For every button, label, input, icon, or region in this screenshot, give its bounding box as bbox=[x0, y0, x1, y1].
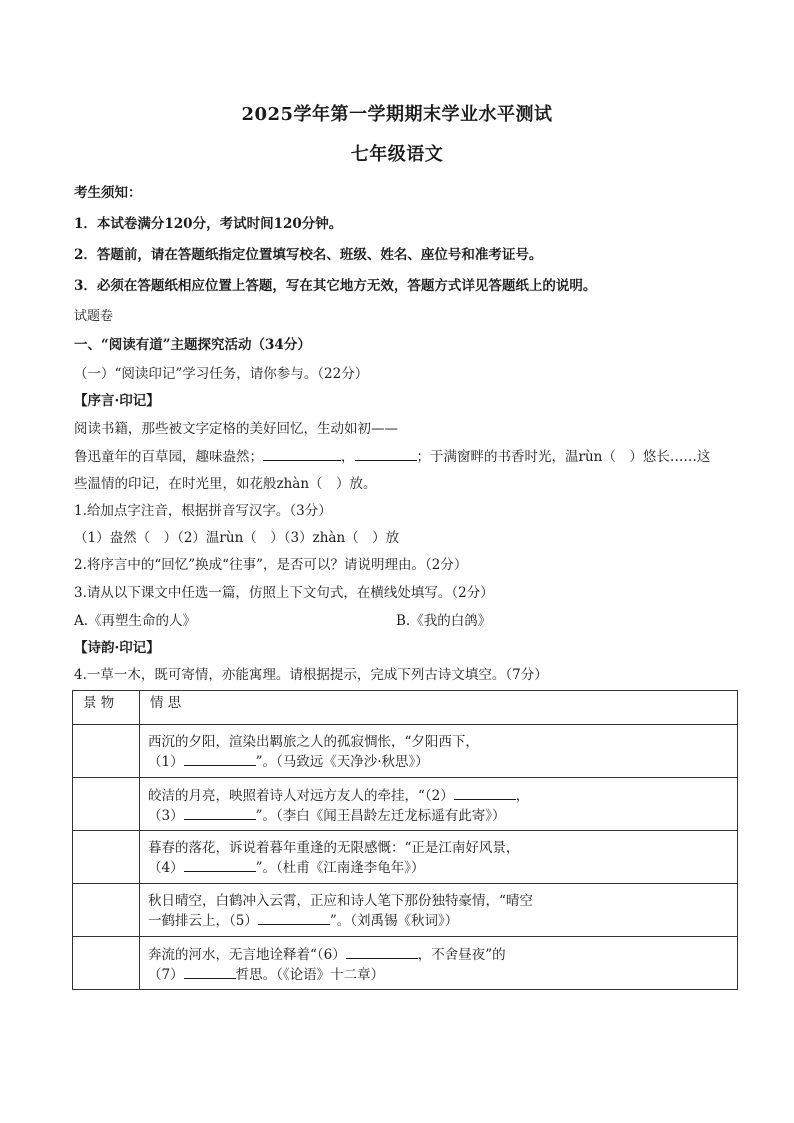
feeling-cell: 奔流的河水，无言地诠释着“（6） ，不舍昼夜”的 （7） 哲思。（《论语》十二章） bbox=[140, 937, 738, 990]
preface-line-1: 阅读书籍，那些被文字定格的美好回忆，生动如初—— bbox=[74, 421, 398, 437]
preface-text-b: ， bbox=[341, 449, 355, 465]
question-4: 4.一草一木，既可寄情，亦能寓理。请根据提示，完成下列古诗文填空。（7分） bbox=[74, 667, 548, 683]
option-a: A.《再塑生命的人》 bbox=[74, 613, 197, 629]
notice-item-2: 2．答题前，请在答题纸指定位置填写校名、班级、姓名、座位号和准考证号。 bbox=[74, 247, 543, 263]
feeling-cell: 西沉的夕阳，渲染出羁旅之人的孤寂惆怅，“夕阳西下， （1） ”。（马致远《天净沙·秋思》） bbox=[140, 725, 738, 778]
preface-label: 【序言·印记】 bbox=[74, 393, 160, 409]
exam-title: 2025学年第一学期期末学业水平测试 bbox=[241, 104, 553, 125]
table-row bbox=[73, 937, 738, 990]
paper-label: 试题卷 bbox=[74, 309, 114, 324]
section-heading: 一、“阅读有道”主题探究活动（34分） bbox=[74, 337, 311, 353]
answer-blank[interactable] bbox=[263, 447, 341, 461]
table-header-row bbox=[73, 691, 738, 725]
notice-heading: 考生须知： bbox=[74, 185, 142, 201]
question-1-items: （1）盎然（ ）（2）温rùn（ ）（3）zhàn（ ）放 bbox=[74, 530, 400, 546]
answer-blank[interactable] bbox=[184, 965, 236, 979]
feeling-cell: 暮春的落花，诉说着暮年重逢的无限感慨：“正是江南好风景， （4） ”。（杜甫《江南逢李龟年》） bbox=[140, 831, 738, 884]
answer-blank[interactable] bbox=[184, 752, 256, 766]
table-row bbox=[73, 778, 738, 831]
header-scene: 景 物 bbox=[73, 691, 140, 725]
answer-blank[interactable] bbox=[454, 786, 516, 800]
preface-text-a: 鲁迅童年的百草园，趣味盎然； bbox=[74, 449, 263, 465]
exam-subtitle: 七年级语文 bbox=[350, 144, 444, 165]
question-1: 1.给加点字注音，根据拼音写汉字。（3分） bbox=[74, 503, 332, 519]
answer-blank[interactable] bbox=[184, 806, 256, 820]
notice-item-3: 3．必须在答题纸相应位置上答题，写在其它地方无效，答题方式详见答题纸上的说明。 bbox=[74, 278, 597, 294]
part-heading: （一）“阅读印记”学习任务，请你参与。（22分） bbox=[74, 366, 369, 382]
preface-text-c: ；于满窗畔的书香时光，温rùn（ ）悠长……这 bbox=[416, 449, 711, 465]
scene-cell bbox=[73, 937, 140, 990]
table-row bbox=[73, 884, 738, 937]
poetry-table bbox=[72, 690, 738, 990]
answer-blank[interactable] bbox=[258, 911, 330, 925]
feeling-cell: 皎洁的月亮，映照着诗人对远方友人的牵挂，“（2） ， （3） ”。（李白《闻王昌龄左迁龙标遥有此寄》） bbox=[140, 778, 738, 831]
poem-label: 【诗韵·印记】 bbox=[74, 640, 160, 656]
question-2: 2.将序言中的“回忆”换成“往事”，是否可以？请说明理由。（2分） bbox=[74, 557, 468, 573]
option-b: B.《我的白鸽》 bbox=[396, 613, 492, 629]
feeling-cell: 秋日晴空，白鹤冲入云霄，正应和诗人笔下那份独特豪情，“晴空 一鹤排云上，（5） ”。（刘禹锡《秋词》） bbox=[140, 884, 738, 937]
answer-blank[interactable] bbox=[184, 858, 256, 872]
scene-cell bbox=[73, 831, 140, 884]
scene-cell bbox=[73, 778, 140, 831]
answer-blank[interactable] bbox=[346, 945, 418, 959]
preface-line-3: 些温情的印记，在时光里，如花般zhàn（ ）放。 bbox=[74, 476, 377, 492]
table-row bbox=[73, 831, 738, 884]
scene-cell bbox=[73, 884, 140, 937]
table-row bbox=[73, 725, 738, 778]
scene-cell bbox=[73, 725, 140, 778]
header-feeling: 情 思 bbox=[140, 691, 738, 725]
question-3: 3.请从以下课文中任选一篇，仿照上下文句式，在横线处填写。（2分） bbox=[74, 585, 494, 601]
notice-item-1: 1．本试卷满分120分，考试时间120分钟。 bbox=[74, 216, 343, 232]
answer-blank[interactable] bbox=[355, 447, 417, 461]
preface-line-2 bbox=[74, 445, 710, 465]
